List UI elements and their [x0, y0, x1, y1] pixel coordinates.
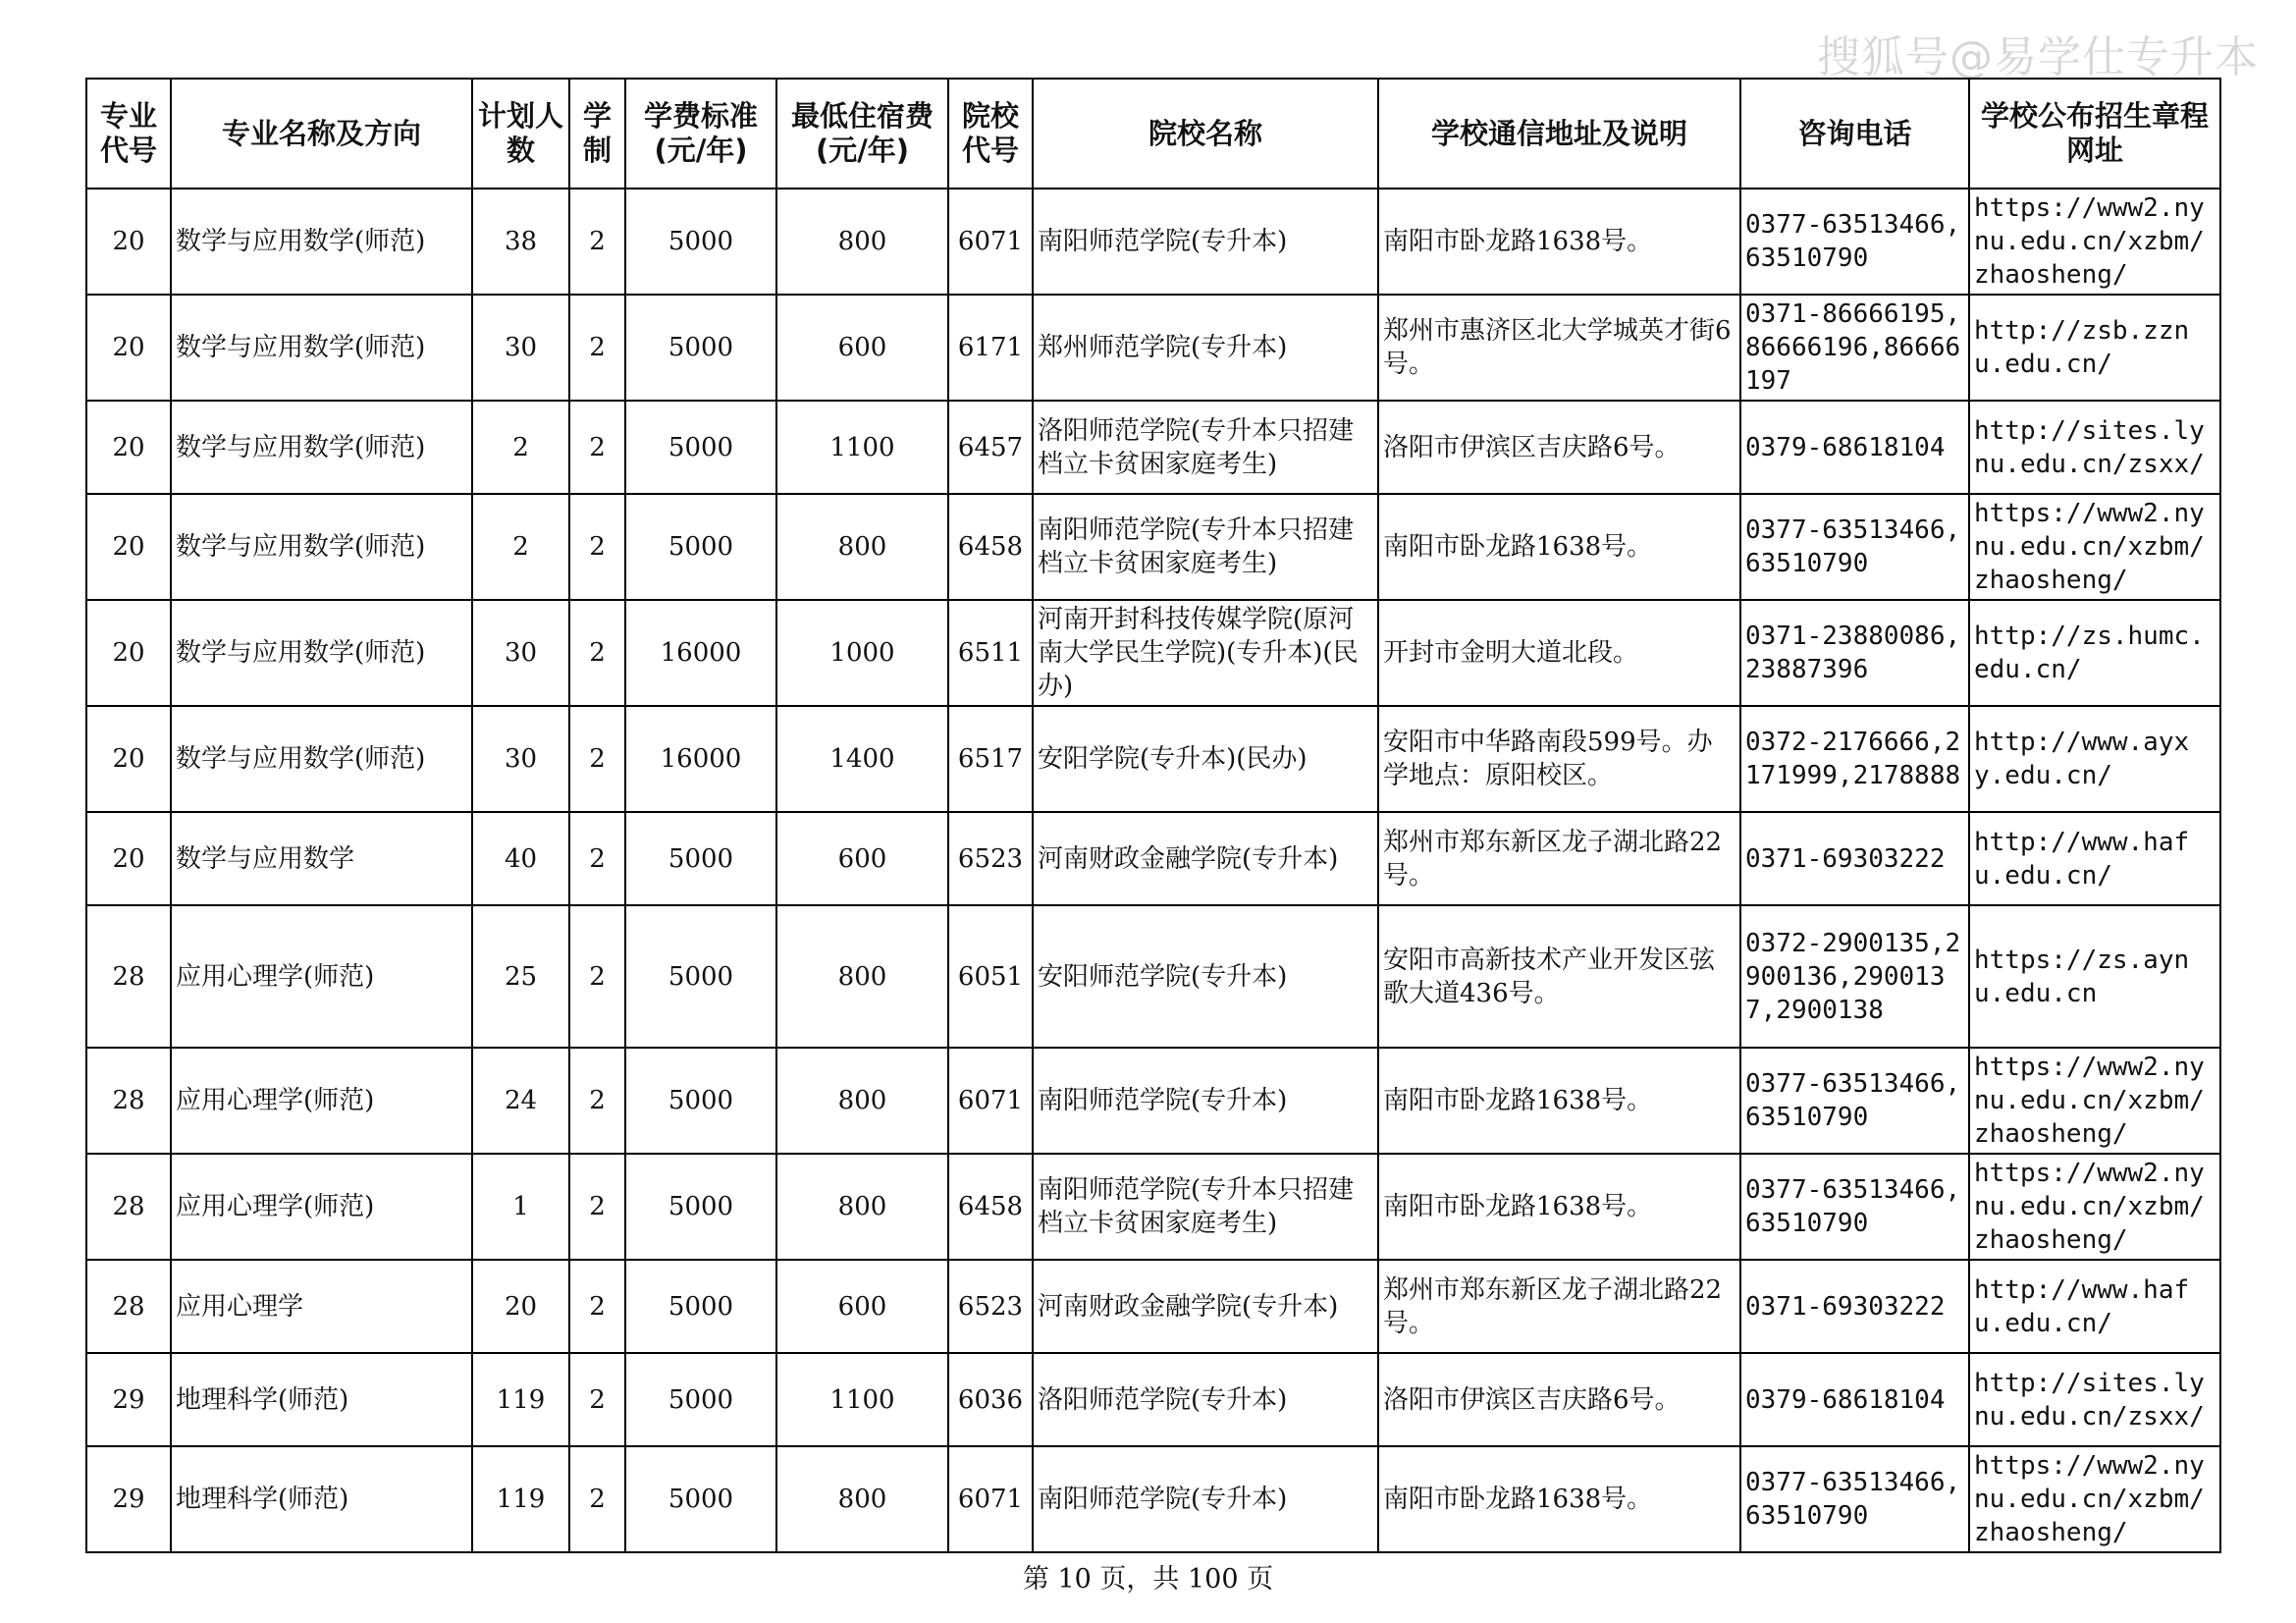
cell-major: 地理科学(师范) [171, 1353, 472, 1446]
cell-phone: 0371-23880086,23887396 [1740, 600, 1969, 706]
table-row [86, 494, 2220, 600]
cell-tuition: 5000 [625, 1353, 776, 1446]
cell-years: 2 [569, 1446, 625, 1552]
cell-plan: 25 [472, 905, 569, 1048]
cell-code: 29 [86, 1353, 171, 1446]
cell-address: 南阳市卧龙路1638号。 [1378, 189, 1740, 295]
cell-major: 应用心理学(师范) [171, 905, 472, 1048]
cell-plan: 40 [472, 812, 569, 905]
cell-phone: 0377-63513466,63510790 [1740, 1048, 1969, 1154]
cell-address: 洛阳市伊滨区吉庆路6号。 [1378, 1353, 1740, 1446]
cell-phone: 0377-63513466,63510790 [1740, 1154, 1969, 1260]
cell-school-name: 郑州师范学院(专升本) [1033, 295, 1378, 401]
page-number: 第 10 页，共 100 页 [1022, 1564, 1274, 1595]
cell-code: 20 [86, 189, 171, 295]
cell-plan: 2 [472, 401, 569, 494]
cell-tuition: 5000 [625, 905, 776, 1048]
cell-years: 2 [569, 295, 625, 401]
cell-school-code: 6458 [948, 1154, 1033, 1260]
cell-code: 20 [86, 600, 171, 706]
cell-plan: 30 [472, 600, 569, 706]
table-row [86, 706, 2220, 812]
cell-school-name: 安阳学院(专升本)(民办) [1033, 706, 1378, 812]
cell-school-code: 6457 [948, 401, 1033, 494]
header-plan: 计划人数 [472, 79, 569, 189]
cell-dorm: 600 [776, 812, 948, 905]
cell-address: 南阳市卧龙路1638号。 [1378, 494, 1740, 600]
cell-years: 2 [569, 600, 625, 706]
cell-major: 应用心理学(师范) [171, 1048, 472, 1154]
cell-major: 数学与应用数学(师范) [171, 706, 472, 812]
watermark: 搜狐号@易学仕专升本 [1817, 32, 2259, 82]
cell-dorm: 800 [776, 1154, 948, 1260]
header-phone: 咨询电话 [1740, 79, 1969, 189]
cell-dorm: 1100 [776, 401, 948, 494]
cell-url[interactable]: https://zs.aynu.edu.cn [1969, 905, 2220, 1048]
cell-school-name: 安阳师范学院(专升本) [1033, 905, 1378, 1048]
cell-major: 应用心理学(师范) [171, 1154, 472, 1260]
cell-school-name: 南阳师范学院(专升本) [1033, 1048, 1378, 1154]
cell-plan: 2 [472, 494, 569, 600]
cell-dorm: 800 [776, 189, 948, 295]
header-address: 学校通信地址及说明 [1378, 79, 1740, 189]
cell-plan: 30 [472, 706, 569, 812]
header-major: 专业名称及方向 [171, 79, 472, 189]
cell-years: 2 [569, 1154, 625, 1260]
cell-school-code: 6517 [948, 706, 1033, 812]
header-dorm: 最低住宿费(元/年) [776, 79, 948, 189]
cell-url[interactable]: http://sites.lynu.edu.cn/zsxx/ [1969, 401, 2220, 494]
cell-dorm: 800 [776, 1048, 948, 1154]
cell-url[interactable]: http://sites.lynu.edu.cn/zsxx/ [1969, 1353, 2220, 1446]
cell-years: 2 [569, 401, 625, 494]
cell-school-name: 南阳师范学院(专升本) [1033, 189, 1378, 295]
cell-address: 郑州市惠济区北大学城英才街6号。 [1378, 295, 1740, 401]
cell-url[interactable]: http://zsb.zznu.edu.cn/ [1969, 295, 2220, 401]
header-years: 学制 [569, 79, 625, 189]
cell-phone: 0379-68618104 [1740, 1353, 1969, 1446]
cell-school-code: 6036 [948, 1353, 1033, 1446]
cell-school-name: 洛阳师范学院(专升本) [1033, 1353, 1378, 1446]
cell-major: 数学与应用数学(师范) [171, 295, 472, 401]
cell-tuition: 5000 [625, 189, 776, 295]
cell-address: 郑州市郑东新区龙子湖北路22号。 [1378, 812, 1740, 905]
cell-school-name: 南阳师范学院(专升本只招建档立卡贫困家庭考生) [1033, 1154, 1378, 1260]
table-row [86, 1260, 2220, 1353]
cell-school-code: 6523 [948, 1260, 1033, 1353]
cell-major: 数学与应用数学(师范) [171, 494, 472, 600]
cell-code: 20 [86, 494, 171, 600]
cell-url[interactable]: https://www2.nynu.edu.cn/xzbm/zhaosheng/ [1969, 494, 2220, 600]
cell-address: 南阳市卧龙路1638号。 [1378, 1154, 1740, 1260]
cell-phone: 0377-63513466,63510790 [1740, 494, 1969, 600]
cell-phone: 0379-68618104 [1740, 401, 1969, 494]
cell-school-code: 6051 [948, 905, 1033, 1048]
header-tuition: 学费标准(元/年) [625, 79, 776, 189]
cell-tuition: 16000 [625, 600, 776, 706]
cell-plan: 119 [472, 1446, 569, 1552]
cell-major: 数学与应用数学(师范) [171, 401, 472, 494]
cell-url[interactable]: https://www2.nynu.edu.cn/xzbm/zhaosheng/ [1969, 189, 2220, 295]
cell-years: 2 [569, 812, 625, 905]
cell-school-name: 洛阳师范学院(专升本只招建档立卡贫困家庭考生) [1033, 401, 1378, 494]
cell-phone: 0371-86666195,86666196,86666197 [1740, 295, 1969, 401]
cell-school-name: 河南开封科技传媒学院(原河南大学民生学院)(专升本)(民办) [1033, 600, 1378, 706]
cell-dorm: 800 [776, 1446, 948, 1552]
cell-major: 数学与应用数学(师范) [171, 600, 472, 706]
cell-code: 20 [86, 706, 171, 812]
cell-tuition: 5000 [625, 401, 776, 494]
cell-school-code: 6171 [948, 295, 1033, 401]
cell-address: 南阳市卧龙路1638号。 [1378, 1446, 1740, 1552]
cell-dorm: 800 [776, 905, 948, 1048]
cell-school-code: 6523 [948, 812, 1033, 905]
cell-school-code: 6071 [948, 189, 1033, 295]
cell-plan: 24 [472, 1048, 569, 1154]
cell-years: 2 [569, 1260, 625, 1353]
cell-years: 2 [569, 1048, 625, 1154]
cell-tuition: 5000 [625, 1048, 776, 1154]
cell-code: 28 [86, 905, 171, 1048]
cell-url[interactable]: http://www.hafu.edu.cn/ [1969, 812, 2220, 905]
cell-code: 28 [86, 1260, 171, 1353]
table-row [86, 295, 2220, 401]
cell-code: 28 [86, 1048, 171, 1154]
cell-dorm: 1400 [776, 706, 948, 812]
table-row [86, 189, 2220, 295]
table-row [86, 905, 2220, 1048]
cell-school-code: 6511 [948, 600, 1033, 706]
cell-plan: 38 [472, 189, 569, 295]
cell-dorm: 600 [776, 1260, 948, 1353]
cell-phone: 0377-63513466,63510790 [1740, 1446, 1969, 1552]
cell-tuition: 5000 [625, 812, 776, 905]
cell-code: 20 [86, 295, 171, 401]
cell-address: 郑州市郑东新区龙子湖北路22号。 [1378, 1260, 1740, 1353]
cell-url[interactable]: http://www.ayxy.edu.cn/ [1969, 706, 2220, 812]
cell-school-code: 6071 [948, 1446, 1033, 1552]
table-row [86, 401, 2220, 494]
cell-tuition: 5000 [625, 1154, 776, 1260]
cell-phone: 0377-63513466,63510790 [1740, 189, 1969, 295]
cell-tuition: 5000 [625, 494, 776, 600]
cell-tuition: 16000 [625, 706, 776, 812]
table-row [86, 1446, 2220, 1552]
cell-address: 洛阳市伊滨区吉庆路6号。 [1378, 401, 1740, 494]
header-url: 学校公布招生章程网址 [1969, 79, 2220, 189]
cell-url[interactable]: https://www2.nynu.edu.cn/xzbm/zhaosheng/ [1969, 1048, 2220, 1154]
cell-plan: 30 [472, 295, 569, 401]
cell-url[interactable]: http://zs.humc.edu.cn/ [1969, 600, 2220, 706]
table-row [86, 1353, 2220, 1446]
header-school-code: 院校代号 [948, 79, 1033, 189]
table-row [86, 1154, 2220, 1260]
cell-tuition: 5000 [625, 295, 776, 401]
header-code: 专业代号 [86, 79, 171, 189]
cell-major: 数学与应用数学(师范) [171, 189, 472, 295]
cell-years: 2 [569, 706, 625, 812]
cell-school-name: 南阳师范学院(专升本) [1033, 1446, 1378, 1552]
cell-phone: 0371-69303222 [1740, 812, 1969, 905]
table-row [86, 812, 2220, 905]
cell-school-code: 6458 [948, 494, 1033, 600]
cell-address: 南阳市卧龙路1638号。 [1378, 1048, 1740, 1154]
cell-major: 地理科学(师范) [171, 1446, 472, 1552]
cell-school-name: 河南财政金融学院(专升本) [1033, 812, 1378, 905]
cell-major: 应用心理学 [171, 1260, 472, 1353]
table-row [86, 1048, 2220, 1154]
cell-school-name: 南阳师范学院(专升本只招建档立卡贫困家庭考生) [1033, 494, 1378, 600]
cell-code: 28 [86, 1154, 171, 1260]
cell-years: 2 [569, 905, 625, 1048]
cell-code: 29 [86, 1446, 171, 1552]
cell-school-code: 6071 [948, 1048, 1033, 1154]
cell-url[interactable]: https://www2.nynu.edu.cn/xzbm/zhaosheng/ [1969, 1154, 2220, 1260]
cell-code: 20 [86, 401, 171, 494]
cell-dorm: 800 [776, 494, 948, 600]
cell-code: 20 [86, 812, 171, 905]
cell-major: 数学与应用数学 [171, 812, 472, 905]
cell-school-name: 河南财政金融学院(专升本) [1033, 1260, 1378, 1353]
cell-tuition: 5000 [625, 1260, 776, 1353]
table-row [86, 600, 2220, 706]
cell-years: 2 [569, 1353, 625, 1446]
cell-plan: 119 [472, 1353, 569, 1446]
cell-phone: 0372-2900135,2900136,2900137,2900138 [1740, 905, 1969, 1048]
cell-url[interactable]: https://www2.nynu.edu.cn/xzbm/zhaosheng/ [1969, 1446, 2220, 1552]
cell-plan: 1 [472, 1154, 569, 1260]
header-row [86, 79, 2220, 189]
cell-phone: 0372-2176666,2171999,2178888 [1740, 706, 1969, 812]
enrollment-table [85, 78, 2221, 1553]
cell-dorm: 600 [776, 295, 948, 401]
cell-plan: 20 [472, 1260, 569, 1353]
header-school-name: 院校名称 [1033, 79, 1378, 189]
cell-tuition: 5000 [625, 1446, 776, 1552]
cell-address: 安阳市中华路南段599号。办学地点：原阳校区。 [1378, 706, 1740, 812]
cell-dorm: 1000 [776, 600, 948, 706]
cell-phone: 0371-69303222 [1740, 1260, 1969, 1353]
cell-address: 开封市金明大道北段。 [1378, 600, 1740, 706]
cell-years: 2 [569, 494, 625, 600]
cell-years: 2 [569, 189, 625, 295]
cell-dorm: 1100 [776, 1353, 948, 1446]
cell-url[interactable]: http://www.hafu.edu.cn/ [1969, 1260, 2220, 1353]
cell-address: 安阳市高新技术产业开发区弦歌大道436号。 [1378, 905, 1740, 1048]
